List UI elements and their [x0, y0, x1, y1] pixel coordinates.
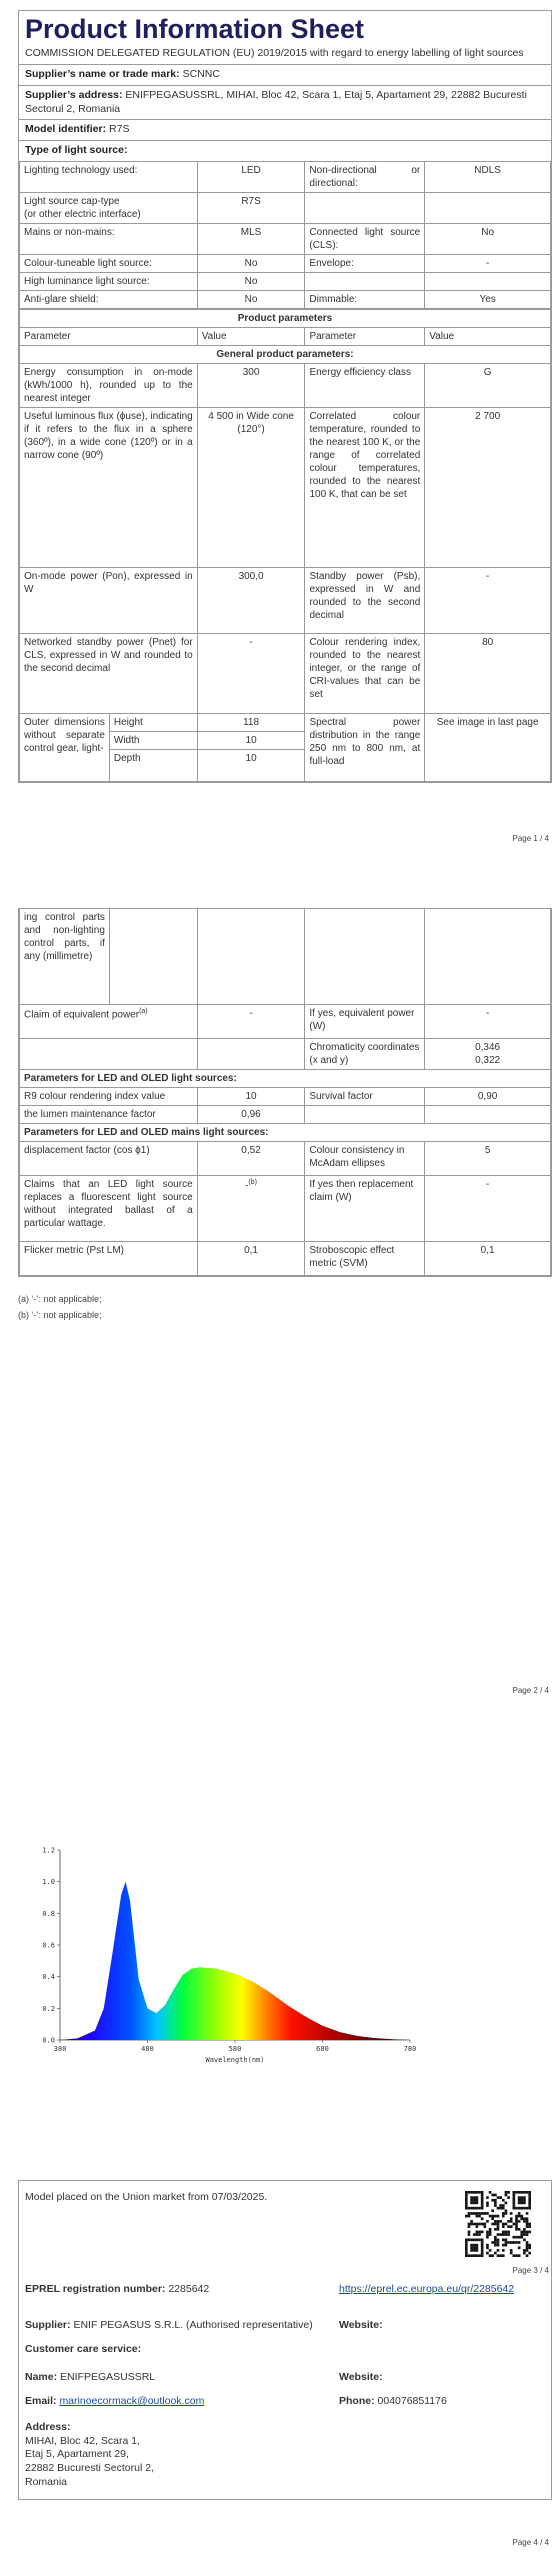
r9-value: 10: [197, 1088, 305, 1106]
col-parameter: Parameter: [20, 327, 198, 345]
eprel-row: [25, 2283, 209, 2297]
replacement-claim-value: -: [425, 1176, 551, 1242]
parameters-table-continued: [19, 908, 551, 1276]
claims-replace-value: -$^{(b)}$: [197, 1176, 305, 1242]
standby-power-label: Standby power (Psb), expressed in W and rounded to the second decimal: [305, 567, 425, 633]
address-block: [25, 2421, 154, 2489]
y-tick-label: 0.0: [42, 2036, 55, 2045]
height-value: 118: [197, 713, 305, 731]
flicker-label: Flicker metric (Pst LM): [20, 1242, 198, 1276]
type-label: Type of light source:: [25, 143, 128, 156]
email-link[interactable]: marinoecormack@outlook.com: [59, 2395, 205, 2407]
lumen-maintenance-value: 0,96: [197, 1106, 305, 1124]
height-label: Height: [109, 713, 197, 731]
supplier-value: ENIF PEGASUS S.R.L. (Authorised representative): [73, 2319, 313, 2331]
website-label: Website:: [339, 2319, 383, 2331]
claim-equivalent-label: Claim of equivalent power$^{(a)}$: [20, 1005, 198, 1039]
y-tick-label: 0.4: [42, 1973, 55, 1982]
type-cell-a: Anti-glare shield:: [20, 290, 198, 308]
supplier-name: SCNNC: [182, 68, 220, 81]
info-sheet-page-2: [18, 908, 552, 1277]
supplier-label: Supplier:: [25, 2319, 71, 2331]
type-cell-b: No: [197, 254, 305, 272]
type-table: [19, 161, 551, 309]
depth-label: Depth: [109, 749, 197, 781]
phone-row: [339, 2395, 447, 2409]
address-label: Address:: [25, 2421, 71, 2433]
claims-replace-label: Claims that an LED light source replaces a fluorescent light source without integrated ballast of a particular wattage.: [20, 1176, 198, 1242]
type-cell-d: No: [425, 223, 551, 254]
supplier-address-label: Supplier’s address:: [25, 88, 123, 101]
qr-code-icon[interactable]: [465, 2191, 531, 2257]
empty-cell: [197, 1039, 305, 1070]
type-cell-a: Lighting technology used:: [20, 161, 198, 192]
energy-consumption-label: Energy consumption in on-mode (kWh/1000 h), rounded up to the nearest integer: [20, 363, 198, 407]
cct-value: 2 700: [425, 407, 551, 567]
type-cell-c: Connected light source (CLS):: [305, 223, 425, 254]
networked-standby-label: Networked standby power (Pnet) for CLS, expressed in W and rounded to the second decimal: [20, 633, 198, 713]
type-cell-d: [425, 272, 551, 290]
market-date: Model placed on the Union market from 07/03/2025.: [25, 2191, 268, 2203]
type-cell-d: [425, 192, 551, 223]
address-line-4: Romania: [25, 2475, 68, 2488]
svm-label: Stroboscopic effect metric (SVM): [305, 1242, 425, 1276]
phone-label: Phone:: [339, 2395, 375, 2407]
eprel-link[interactable]: https://eprel.ec.europa.eu/qr/2285642: [339, 2283, 515, 2295]
lumen-maintenance-label: the lumen maintenance factor: [20, 1106, 198, 1124]
y-tick-label: 0.2: [42, 2004, 55, 2013]
email-row: [25, 2395, 204, 2409]
x-tick-label: 480: [141, 2045, 154, 2053]
y-tick-label: 1.2: [42, 1846, 55, 1855]
type-cell-d: NDLS: [425, 161, 551, 192]
address-line-1: MIHAI, Bloc 42, Scara 1,: [25, 2434, 140, 2447]
care-name-label: Name:: [25, 2371, 58, 2383]
outer-dimensions-label: Outer dimensions without separate control gear, light-: [20, 713, 110, 781]
page-number: Page 1 / 4: [512, 834, 549, 843]
website-row: [339, 2319, 383, 2333]
empty-cell: [109, 909, 197, 1005]
col-value-2: Value: [425, 327, 551, 345]
spectrum-area: [60, 1882, 410, 2040]
equivalent-power-value: -: [425, 1005, 551, 1039]
type-row-5: [20, 290, 551, 308]
empty-cell: [197, 909, 305, 1005]
supplier-address: ENIFPEGASUSSRL, MIHAI, Bloc 42, Scara 1, Etaj 5, Apartament 29, 22882 Bucuresti Sectorul 2, Romania: [25, 88, 527, 115]
cri-value: 80: [425, 633, 551, 713]
standby-power-value: -: [425, 567, 551, 633]
customer-care-label: Customer care service:: [25, 2343, 142, 2355]
type-row-3: [20, 254, 551, 272]
type-cell-a: Colour-tuneable light source:: [20, 254, 198, 272]
address-line-2: Etaj 5, Apartament 29,: [25, 2448, 129, 2461]
supplier-name-label: Supplier’s name or trade mark:: [25, 68, 180, 81]
energy-class-value: G: [425, 363, 551, 407]
footnote-a: (a) ‘-’: not applicable;: [18, 1294, 102, 1304]
type-cell-c: Non-directional or directional:: [305, 161, 425, 192]
phone-value: 004076851176: [377, 2395, 447, 2407]
product-parameters-header: Product parameters: [20, 309, 551, 327]
empty-cell: [425, 1106, 551, 1124]
page-number: Page 2 / 4: [512, 1686, 549, 1695]
luminous-flux-label: Useful luminous flux (ϕuse), indicating if it refers to the flux in a sphere (360º), in a wide cone (120º) or in a narrow cone (90º): [20, 407, 198, 567]
type-cell-b: No: [197, 290, 305, 308]
type-cell-b: No: [197, 272, 305, 290]
type-cell-a: Light source cap-type (or other electric interface): [20, 192, 198, 223]
care-website-label: Website:: [339, 2371, 383, 2383]
x-tick-label: 780: [403, 2045, 417, 2053]
eprel-label: EPREL registration number:: [25, 2283, 166, 2295]
supplier-row: [25, 2319, 313, 2333]
width-value: 10: [197, 731, 305, 749]
chromaticity-label: Chromaticity coordinates (x and y): [305, 1039, 425, 1070]
type-row-1: [20, 192, 551, 223]
y-tick-label: 1.0: [42, 1878, 55, 1887]
col-parameter-2: Parameter: [305, 327, 425, 345]
care-website-row: [339, 2371, 383, 2385]
energy-consumption-value: 300: [197, 363, 305, 407]
depth-value: 10: [197, 749, 305, 781]
page-title: Product Information Sheet: [25, 14, 365, 44]
type-cell-b: MLS: [197, 223, 305, 254]
care-name-row: [25, 2371, 155, 2385]
page-number: Page 4 / 4: [512, 2538, 549, 2547]
spectral-chart: [20, 1830, 440, 2080]
regulation-subtitle: COMMISSION DELEGATED REGULATION (EU) 2019/2015 with regard to energy labelling of light sources: [19, 45, 551, 66]
model-identifier: R7S: [109, 123, 130, 136]
type-cell-c: Dimmable:: [305, 290, 425, 308]
col-value: Value: [197, 327, 305, 345]
info-sheet-page-1: [18, 10, 552, 783]
x-axis-label: Wavelength(nm): [205, 2056, 265, 2064]
luminous-flux-value: 4 500 in Wide cone (120°): [197, 407, 305, 567]
survival-value: 0,90: [425, 1088, 551, 1106]
type-row-2: [20, 223, 551, 254]
care-name: ENIFPEGASUSSRL: [60, 2371, 156, 2383]
svm-value: 0,1: [425, 1242, 551, 1276]
type-cell-d: Yes: [425, 290, 551, 308]
empty-cell: [20, 1039, 198, 1070]
type-cell-c: Envelope:: [305, 254, 425, 272]
y-tick-label: 0.6: [42, 1941, 55, 1950]
footnote-b: (b) ‘-’: not applicable;: [18, 1310, 102, 1320]
type-cell-b: LED: [197, 161, 305, 192]
x-tick-label: 680: [316, 2045, 329, 2053]
y-tick-label: 0.8: [42, 1909, 55, 1918]
type-row-4: [20, 272, 551, 290]
outer-dimensions-label-cont: ing control parts and non-lighting control parts, if any (millimetre): [20, 909, 110, 1005]
mcadam-value: 5: [425, 1142, 551, 1176]
model-row: [19, 120, 551, 141]
replacement-claim-label: If yes then replacement claim (W): [305, 1176, 425, 1242]
survival-label: Survival factor: [305, 1088, 425, 1106]
x-tick-label: 380: [53, 2045, 67, 2053]
type-row: [19, 141, 551, 161]
spectral-value: See image in last page: [425, 713, 551, 781]
cri-label: Colour rendering index, rounded to the nearest integer, or the range of CRI-values that can be set: [305, 633, 425, 713]
spectral-label: Spectral power distribution in the range 250 nm to 800 nm, at full-load: [305, 713, 425, 781]
address-line-3: 22882 Bucuresti Sectorul 2,: [25, 2461, 154, 2474]
type-cell-c: [305, 272, 425, 290]
supplier-name-row: [19, 65, 551, 86]
networked-standby-value: -: [197, 633, 305, 713]
displacement-value: 0,52: [197, 1142, 305, 1176]
general-parameters-header: General product parameters:: [20, 345, 551, 363]
r9-label: R9 colour rendering index value: [20, 1088, 198, 1106]
parameters-table: [19, 309, 551, 782]
eprel-number: 2285642: [168, 2283, 210, 2295]
chromaticity-value: 0,346 0,322: [425, 1039, 551, 1070]
type-row-0: [20, 161, 551, 192]
type-cell-b: R7S: [197, 192, 305, 223]
type-cell-d: -: [425, 254, 551, 272]
type-cell-a: Mains or non-mains:: [20, 223, 198, 254]
mcadam-label: Colour consistency in McAdam ellipses: [305, 1142, 425, 1176]
claim-equivalent-value: -: [197, 1005, 305, 1039]
page-number: Page 3 / 4: [512, 2266, 549, 2275]
model-label: Model identifier:: [25, 123, 107, 136]
empty-cell: [305, 909, 425, 1005]
energy-class-label: Energy efficiency class: [305, 363, 425, 407]
width-label: Width: [109, 731, 197, 749]
displacement-label: displacement factor (cos ϕ1): [20, 1142, 198, 1176]
mains-parameters-header: Parameters for LED and OLED mains light sources:: [20, 1124, 551, 1142]
flicker-value: 0,1: [197, 1242, 305, 1276]
supplier-address-row: [19, 86, 551, 120]
on-mode-power-label: On-mode power (Pon), expressed in W: [20, 567, 198, 633]
empty-cell: [305, 1106, 425, 1124]
on-mode-power-value: 300,0: [197, 567, 305, 633]
type-cell-c: [305, 192, 425, 223]
x-tick-label: 580: [228, 2045, 242, 2053]
cct-label: Correlated colour temperature, rounded to the nearest 100 K, or the range of correlated colour temperatures, rounded to the nearest 100 K, that can be set: [305, 407, 425, 567]
info-sheet-page-4: [18, 2180, 552, 2500]
led-parameters-header: Parameters for LED and OLED light sources:: [20, 1070, 551, 1088]
email-label: Email:: [25, 2395, 57, 2407]
empty-cell: [425, 909, 551, 1005]
type-cell-a: High luminance light source:: [20, 272, 198, 290]
equivalent-power-label: If yes, equivalent power (W): [305, 1005, 425, 1039]
